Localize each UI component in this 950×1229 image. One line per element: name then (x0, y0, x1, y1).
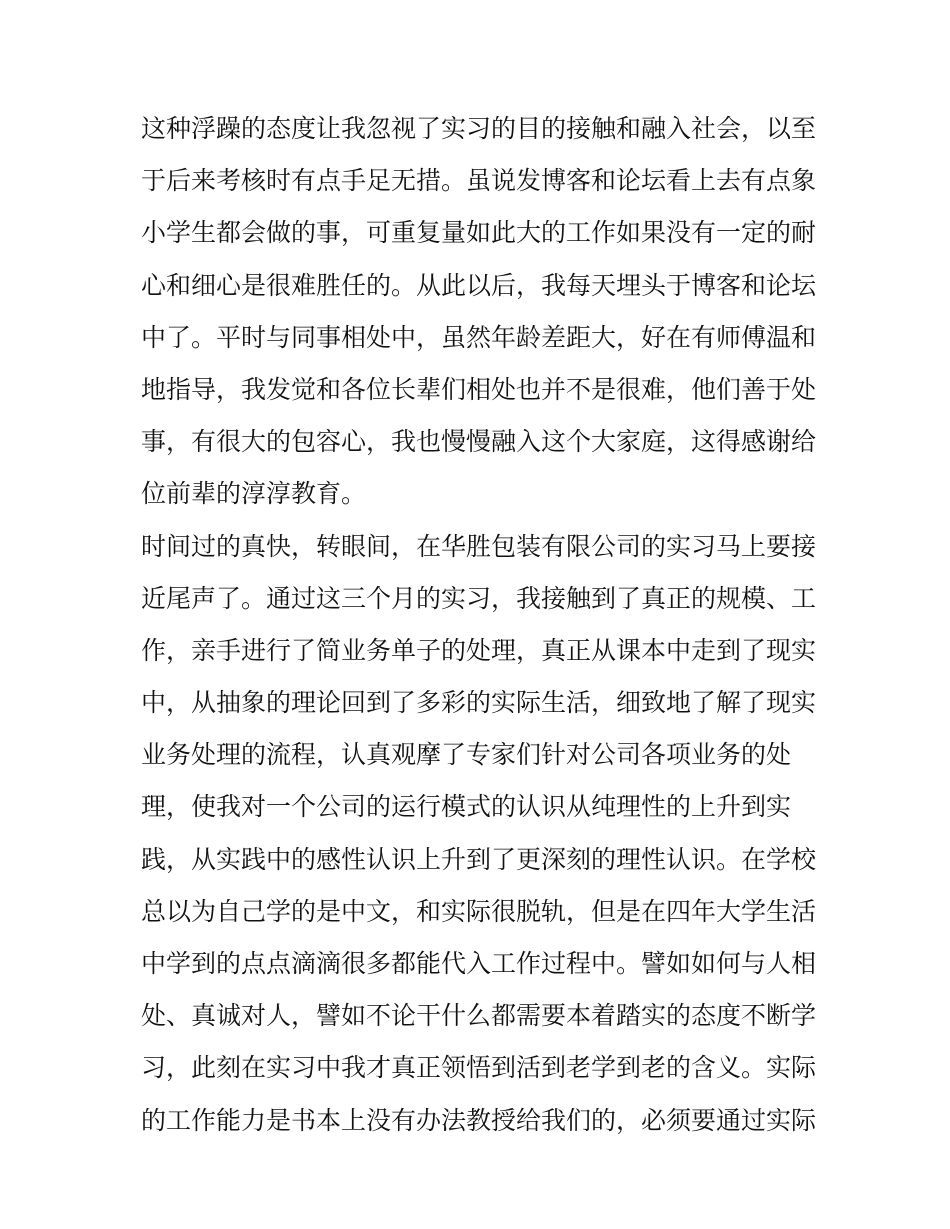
text-line: 业务处理的流程，认真观摩了专家们针对公司各项业务的处 (141, 740, 792, 770)
text-line: 的工作能力是书本上没有办法教授给我们的，必须要通过实际 (141, 1105, 817, 1135)
text-line: 小学生都会做的事，可重复量如此大的工作如果没有一定的耐 (141, 218, 817, 248)
text-line: 这种浮躁的态度让我忽视了实习的目的接触和融入社会，以至 (141, 114, 817, 143)
document-body (141, 103, 821, 1147)
text-line: 时间过的真快，转眼间，在华胜包装有限公司的实习马上要接 (141, 531, 817, 561)
text-line: 作，亲手进行了简业务单子的处理，真正从课本中走到了现实 (141, 635, 817, 665)
text-line: 地指导，我发觉和各位长辈们相处也并不是很难，他们善于处 (141, 374, 817, 404)
text-line: 践，从实践中的感性认识上升到了更深刻的理性认识。在学校 (141, 844, 817, 874)
text-line: 习，此刻在实习中我才真正领悟到活到老学到老的含义。实际 (141, 1053, 817, 1083)
text-line: 位前辈的淳淳教育。 (141, 479, 367, 509)
text-line: 心和细心是很难胜任的。从此以后，我每天埋头于博客和论坛 (141, 270, 817, 300)
text-line: 中学到的点点滴滴很多都能代入工作过程中。譬如如何与人相 (141, 949, 817, 978)
text-line: 近尾声了。通过这三个月的实习，我接触到了真正的规模、工 (141, 583, 817, 613)
text-line: 中了。平时与同事相处中，虽然年龄差距大，好在有师傅温和 (141, 322, 817, 352)
text-line: 中，从抽象的理论回到了多彩的实际生活，细致地了解了现实 (141, 688, 817, 718)
text-line: 事，有很大的包容心，我也慢慢融入这个大家庭，这得感谢给 (141, 427, 817, 457)
text-line: 理，使我对一个公司的运行模式的认识从纯理性的上升到实 (141, 792, 792, 822)
text-line: 处、真诚对人，譬如不论干什么都需要本着踏实的态度不断学 (141, 1001, 817, 1031)
text-line: 总以为自己学的是中文，和实际很脱轨，但是在四年大学生活 (141, 896, 817, 926)
text-line: 于后来考核时有点手足无措。虽说发博客和论坛看上去有点象 (141, 166, 817, 196)
